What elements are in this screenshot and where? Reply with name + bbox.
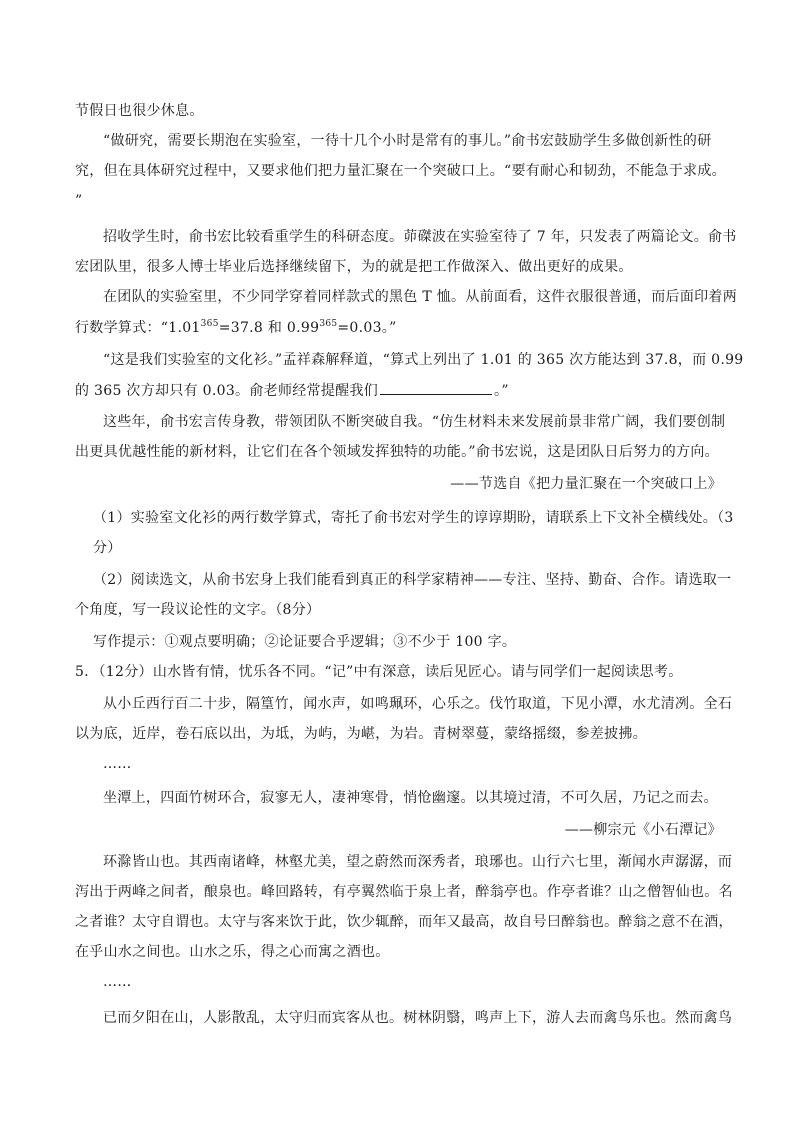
text-line: 这些年，俞书宏言传身教，带领团队不断突破自我。“仿生材料未来发展前景非常广阔，我们要创制 [103, 414, 726, 430]
text-segment: 的 365 次方却只有 0.03。俞老师经常提醒我们 [75, 383, 379, 399]
text-line: 之者谁？太守自谓也。太守与客来饮于此，饮少辄醉，而年又最高，故自号曰醉翁也。醉翁之意不在酒， [75, 914, 733, 930]
text-line: 环滁皆山也。其西南诸峰，林壑尤美，望之蔚然而深秀者，琅琊也。山行六七里，渐闻水声潺潺，而 [103, 854, 733, 870]
text-line: 在团队的实验室里，不少同学穿着同样款式的黑色 T 恤。从前面看，这件衣服很普通，而后面印着两 [103, 289, 738, 305]
text-line: 坐潭上，四面竹树环合，寂寥无人，凄神寒骨，悄怆幽邃。以其境过清，不可久居，乃记之而去。 [103, 790, 718, 806]
question-line: （2）阅读选文，从俞书宏身上我们能看到真正的科学家精神——专注、坚持、勤奋、合作。请选取一 [93, 572, 732, 588]
text-line: 以为底，近岸，卷石底以出，为坻，为屿，为嵁，为岩。青树翠蔓，蒙络摇缀，参差披拂。 [75, 726, 647, 742]
question-line: 个角度，写一段议论性的文字。（8分） [75, 602, 321, 618]
formula-part: 行数学算式：“1.01 [75, 320, 201, 336]
writing-hint: 写作提示：①观点要明确；②论证要合乎逻辑；③不少于 100 字。 [93, 634, 517, 650]
question-line: （1）实验室文化衫的两行数学算式，寄托了俞书宏对学生的谆谆期盼，请联系上下文补全横线处。（3 [93, 510, 734, 526]
text-line-with-blank [75, 380, 725, 401]
text-line: 在乎山水之间也。山水之乐，得之心而寓之酒也。 [75, 944, 390, 960]
text-line: “做研究，需要长期泡在实验室，一待十几个小时是常有的事儿。”俞书宏鼓励学生多做创新性的研 [103, 133, 712, 149]
text-line: 从小丘西行百二十步，隔篁竹，闻水声，如鸣珮环，心乐之。伐竹取道，下见小潭，水尤清冽。全石 [103, 696, 733, 712]
fill-blank [380, 380, 492, 395]
text-line: 已而夕阳在山，人影散乱，太守归而宾客从也。树林阴翳，鸣声上下，游人去而禽鸟乐也。然而禽鸟 [103, 1010, 733, 1026]
text-line: “这是我们实验室的文化衫。”孟祥森解释道，“算式上列出了 1.01 的 365 次方能达到 37.8，而 0.99 [103, 352, 744, 368]
formula-line [75, 318, 725, 338]
formula-part: =0.03。” [337, 320, 397, 336]
text-line: 出更具优越性能的新材料，让它们在各个领域发挥独特的功能。”俞书宏说，这是团队日后努力的方向。 [75, 444, 719, 460]
formula-part: =37.8 和 0.99 [218, 320, 320, 336]
text-line: 招收学生时，俞书宏比较看重学生的科研态度。茆磔波在实验室待了 7 年，只发表了两篇论文。俞书 [103, 229, 737, 245]
question-heading: 5．（12分）山水皆有情，忧乐各不同。“记”中有深意，读后见匠心。请与同学们一起阅读思考。 [75, 664, 683, 680]
source-citation: ——节选自《把力量汇聚在一个突破口上》 [450, 476, 722, 492]
text-line: 究，但在具体研究过程中，又要求他们把力量汇聚在一个突破口上。“要有耐心和韧劲，不能急于求成。 [75, 163, 726, 179]
text-line: 节假日也很少休息。 [75, 103, 204, 119]
exponent: 365 [200, 319, 219, 329]
text-segment: 。” [494, 383, 509, 399]
text-line: 泻出于两峰之间者，酿泉也。峰回路转，有亭翼然临于泉上者，醉翁亭也。作亭者谁？山之僧智仙也。名 [75, 884, 733, 900]
ellipsis: …… [103, 756, 132, 772]
exponent: 365 [319, 319, 338, 329]
source-citation: ——柳宗元《小石潭记》 [564, 822, 722, 838]
text-line: ” [75, 193, 83, 209]
question-line: 分） [93, 540, 122, 556]
ellipsis: …… [103, 974, 132, 990]
text-line: 宏团队里，很多人博士毕业后选择继续留下，为的就是把工作做深入、做出更好的成果。 [75, 259, 633, 275]
